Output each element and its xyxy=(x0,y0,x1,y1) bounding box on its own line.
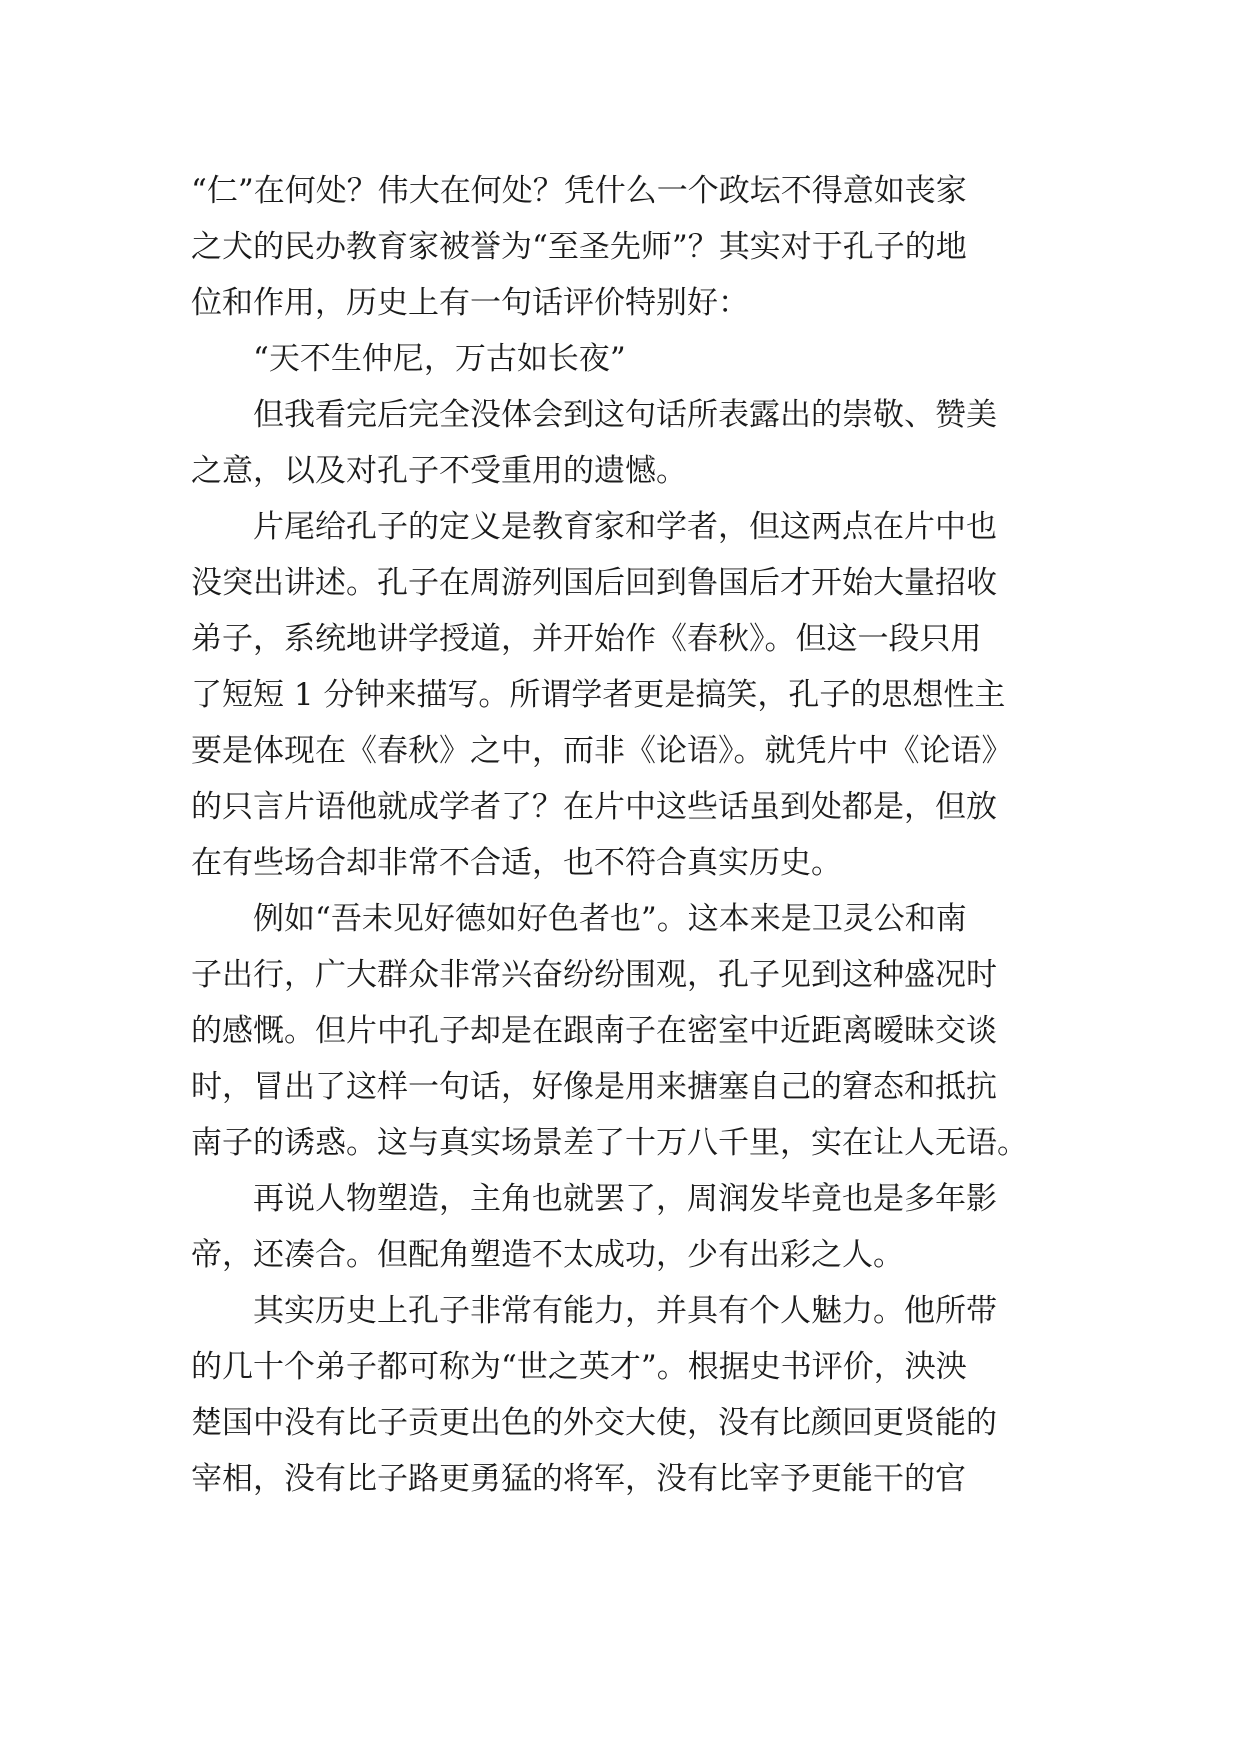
text-line: 在有些场合却非常不合适，也不符合真实历史。 xyxy=(191,845,842,881)
text-line: 南子的诱惑。这与真实场景差了十万八千里，实在让人无语。 xyxy=(191,1125,1028,1161)
text-line: 位和作用，历史上有一句话评价特别好： xyxy=(191,285,749,321)
paragraph-start: 例如“吾未见好德如好色者也”。这本来是卫灵公和南 xyxy=(253,901,967,937)
body-text xyxy=(191,163,1071,1507)
text-line: 的几十个弟子都可称为“世之英才”。根据史书评价，泱泱 xyxy=(191,1349,967,1385)
text-line: 弟子，系统地讲学授道，并开始作《春秋》。但这一段只用 xyxy=(191,621,982,657)
paragraph-start: 其实历史上孔子非常有能力，并具有个人魅力。他所带 xyxy=(253,1293,997,1329)
text-line: 宰相，没有比子路更勇猛的将军，没有比宰予更能干的官 xyxy=(191,1461,966,1497)
text-line: 楚国中没有比子贡更出色的外交大使，没有比颜回更贤能的 xyxy=(191,1405,997,1441)
text-line: 子出行，广大群众非常兴奋纷纷围观，孔子见到这种盛况时 xyxy=(191,957,997,993)
text-line: 了短短 1 分钟来描写。所谓学者更是搞笑，孔子的思想性主 xyxy=(191,677,1006,713)
text-line: 帝，还凑合。但配角塑造不太成功，少有出彩之人。 xyxy=(191,1237,904,1273)
text-line: 的只言片语他就成学者了？在片中这些话虽到处都是，但放 xyxy=(191,789,997,825)
quote-line: “天不生仲尼，万古如长夜” xyxy=(253,341,626,377)
paragraph-start: 再说人物塑造，主角也就罢了，周润发毕竟也是多年影 xyxy=(253,1181,997,1217)
paragraph-start: 片尾给孔子的定义是教育家和学者，但这两点在片中也 xyxy=(253,509,997,545)
text-line: 之犬的民办教育家被誉为“至圣先师”？其实对于孔子的地 xyxy=(191,229,967,265)
paragraph-start: 但我看完后完全没体会到这句话所表露出的崇敬、赞美 xyxy=(253,397,997,433)
text-line: 时，冒出了这样一句话，好像是用来搪塞自己的窘态和抵抗 xyxy=(191,1069,997,1105)
text-line: 之意，以及对孔子不受重用的遗憾。 xyxy=(191,453,687,489)
text-line: “仁”在何处？伟大在何处？凭什么一个政坛不得意如丧家 xyxy=(191,173,967,209)
text-line: 没突出讲述。孔子在周游列国后回到鲁国后才开始大量招收 xyxy=(191,565,997,601)
text-line: 要是体现在《春秋》之中，而非《论语》。就凭片中《论语》 xyxy=(191,733,1013,769)
text-line: 的感慨。但片中孔子却是在跟南子在密室中近距离暧昧交谈 xyxy=(191,1013,997,1049)
